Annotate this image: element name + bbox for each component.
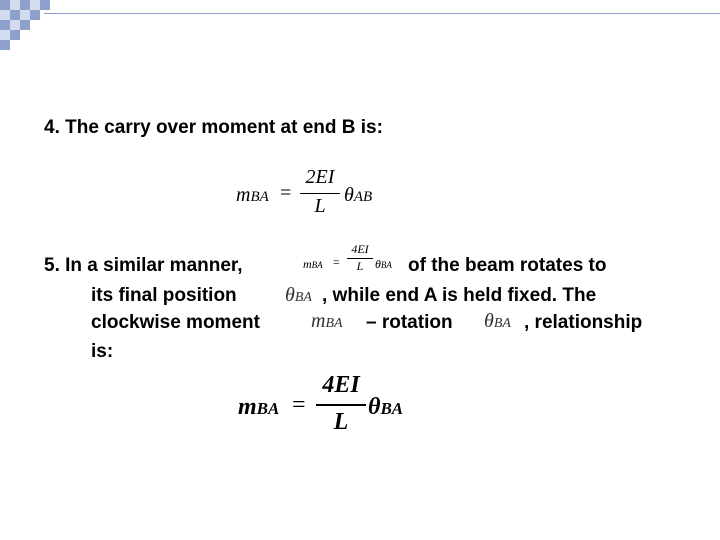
eq1-denominator: L — [314, 195, 326, 217]
eq2-denominator: L — [333, 409, 349, 435]
eq1-theta: θAB — [344, 184, 373, 206]
item-5-line1-start: 5. In a similar manner, — [44, 255, 243, 276]
item-5-line4: is: — [91, 341, 114, 362]
eq1-equals: = — [280, 182, 292, 204]
inline-theta-ba-2: θBA — [484, 310, 511, 332]
inline-theta-ba: θBA — [285, 284, 312, 306]
equation-carry-over — [236, 166, 386, 226]
eq2-lhs: mBA — [238, 394, 280, 420]
item-5-line3-mid: – rotation — [366, 312, 453, 333]
item-5-line3-end: , relationship — [524, 312, 643, 333]
item-5-line3-start: clockwise moment — [91, 312, 260, 333]
eq2-theta: θBA — [368, 394, 404, 420]
item-5-line2-start: its final position — [91, 285, 237, 306]
item-5-line2-end: , while end A is held fixed. The — [322, 285, 597, 306]
eq1-fraction — [300, 166, 340, 218]
eq2-fraction — [316, 372, 366, 436]
inline-m-ba: mBA — [311, 310, 343, 332]
inline-equation-small: mBA = 4EI L θBA — [303, 242, 392, 273]
item-4-text: 4. The carry over moment at end B is: — [44, 117, 383, 138]
item-5-line1-end: of the beam rotates to — [408, 255, 607, 276]
eq1-lhs: mBA — [236, 184, 269, 206]
eq1-numerator: 2EI — [305, 166, 335, 188]
header-rule — [44, 13, 720, 14]
eq2-numerator: 4EI — [322, 372, 360, 398]
eq2-equals: = — [292, 392, 306, 418]
equation-moment-rotation — [238, 372, 418, 442]
